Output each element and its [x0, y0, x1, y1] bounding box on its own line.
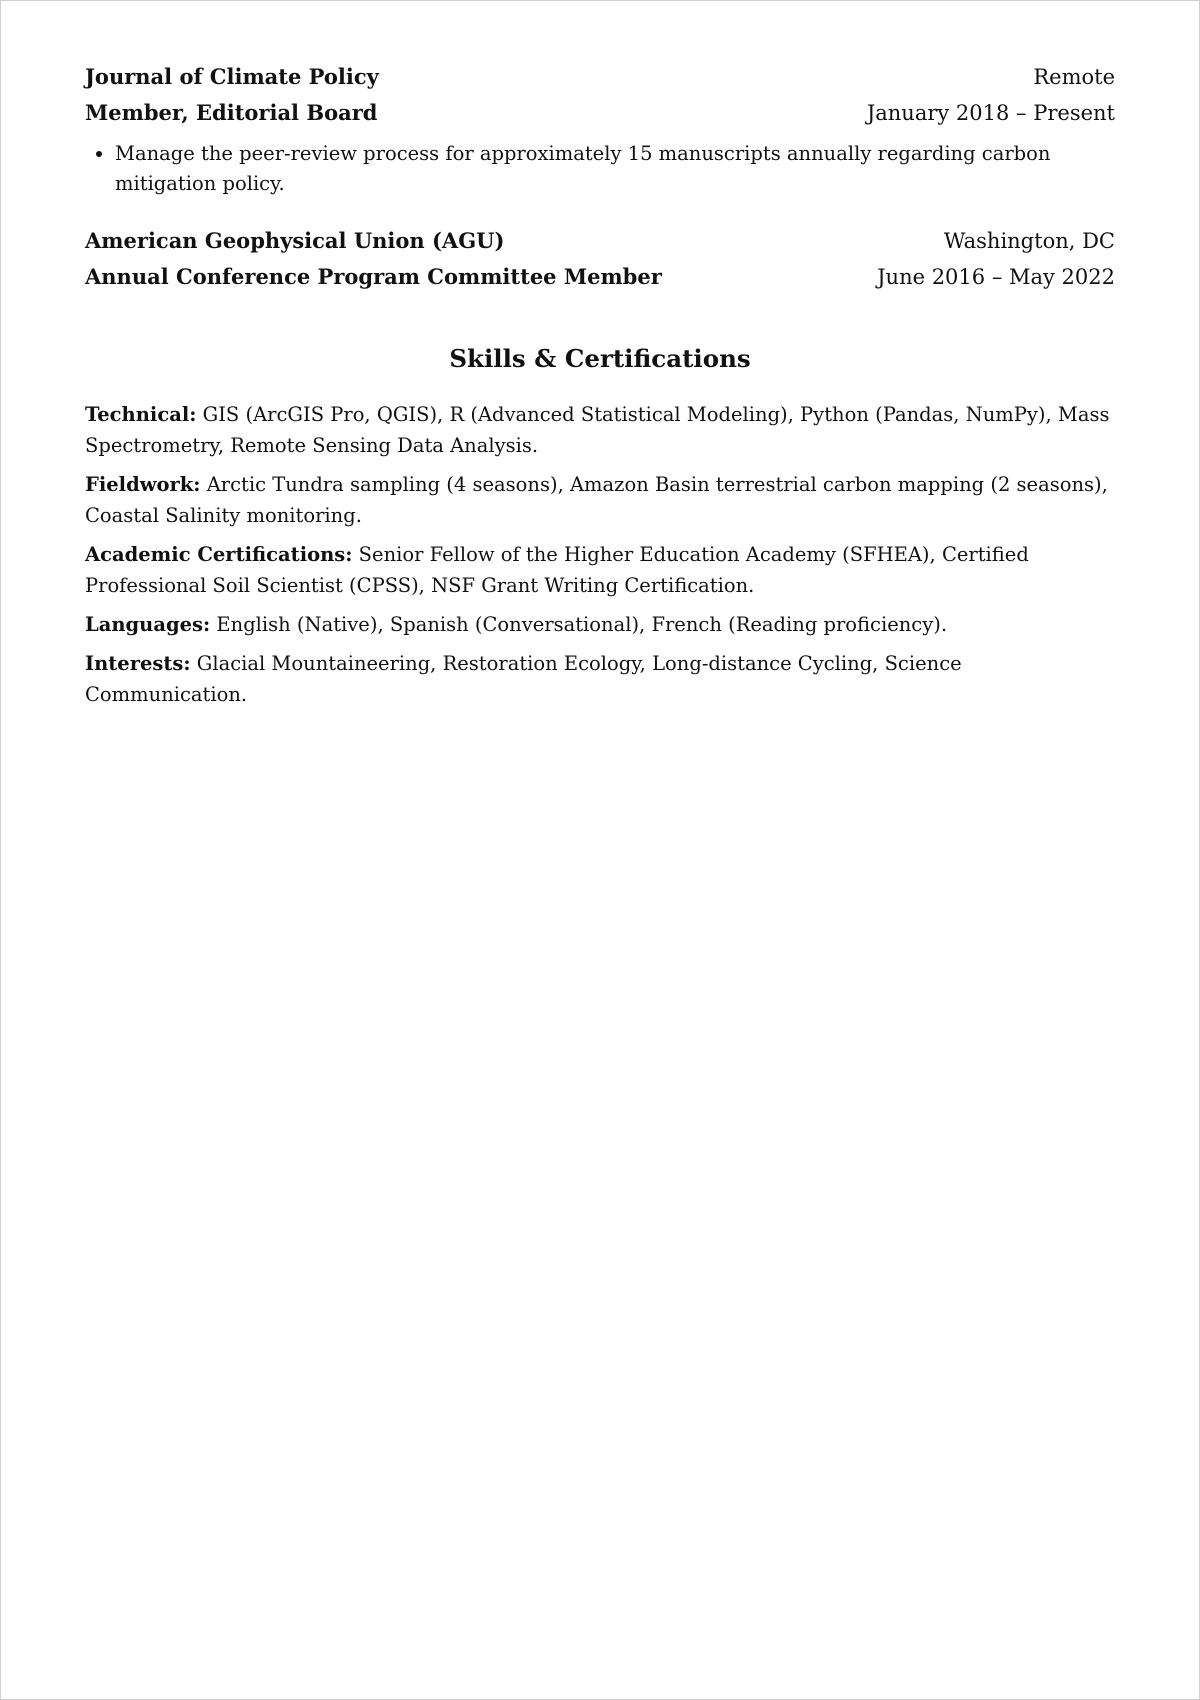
skill-technical — [85, 399, 1115, 461]
entry-role-row — [85, 259, 1115, 295]
skill-label: Interests: — [85, 652, 191, 675]
responsibility-bullet: • Manage the peer-review process for approximately 15 manuscripts annually regarding carbon mitigation policy. — [115, 139, 1115, 199]
service-entry-editorial-board — [85, 59, 1115, 199]
skill-text: Glacial Mountaineering, Restoration Ecology, Long-distance Cycling, Science Communication. — [85, 652, 962, 706]
skill-certifications — [85, 539, 1115, 601]
skill-text: GIS (ArcGIS Pro, QGIS), R (Advanced Statistical Modeling), Python (Pandas, NumPy), Mass Spectrometry, Remote Sensing Data Analysis. — [85, 403, 1110, 457]
section-heading-skills: Skills & Certifications — [449, 344, 751, 373]
organization-name: American Geophysical Union (AGU) — [85, 228, 505, 253]
skill-languages — [85, 609, 1115, 640]
responsibility-list — [85, 139, 1115, 199]
page-content — [85, 59, 1115, 718]
entry-role-row — [85, 95, 1115, 131]
organization-name: Journal of Climate Policy — [85, 64, 379, 89]
skill-text: English (Native), Spanish (Conversational), French (Reading proficiency). — [216, 613, 948, 636]
skill-fieldwork — [85, 469, 1115, 531]
location: Washington, DC — [943, 229, 1115, 253]
date-range: January 2018 – Present — [866, 101, 1115, 125]
skill-text: Senior Fellow of the Higher Education Academy (SFHEA), Certified Professional Soil Scientist (CPSS), NSF Grant Writing Certification. — [85, 543, 1029, 597]
skill-label: Languages: — [85, 613, 211, 636]
skill-label: Fieldwork: — [85, 473, 201, 496]
location: Remote — [1033, 65, 1115, 89]
entry-header-row — [85, 223, 1115, 259]
skill-label: Academic Certifications: — [85, 543, 353, 566]
role-title: Annual Conference Program Committee Member — [85, 264, 662, 289]
service-entry-agu — [85, 223, 1115, 295]
role-title: Member, Editorial Board — [85, 100, 378, 125]
skill-text: Arctic Tundra sampling (4 seasons), Amazon Basin terrestrial carbon mapping (2 seasons), Coastal Salinity monitoring. — [85, 473, 1108, 527]
skill-label: Technical: — [85, 403, 197, 426]
date-range: June 2016 – May 2022 — [877, 265, 1115, 289]
entry-header-row — [85, 59, 1115, 95]
skill-interests — [85, 648, 1115, 710]
